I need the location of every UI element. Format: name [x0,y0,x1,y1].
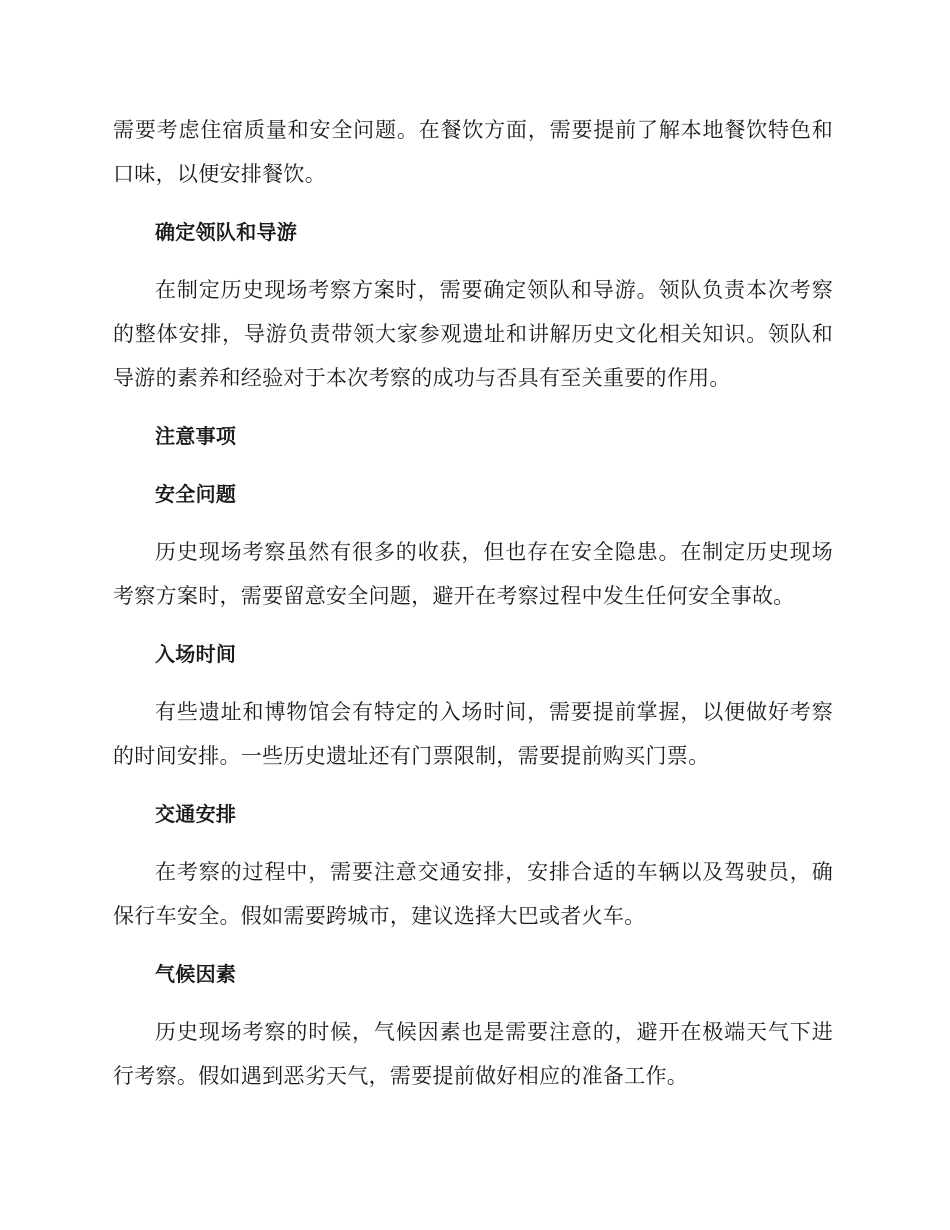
heading-precautions: 注意事项 [155,424,237,448]
heading-climate: 气候因素 [155,962,237,986]
heading-leader-guide: 确定领队和导游 [155,220,298,244]
paragraph-entry-time: 有些遗址和博物馆会有特定的入场时间，需要提前掌握，以便做好考察的时间安排。一些历史遗址还有门票限制，需要提前购买门票。 [113,700,833,768]
heading-transport: 交通安排 [155,802,237,826]
document-body [113,108,833,1112]
heading-entry-time: 入场时间 [155,642,237,666]
heading-safety: 安全问题 [155,482,237,506]
paragraph-safety: 历史现场考察虽然有很多的收获，但也存在安全隐患。在制定历史现场考察方案时，需要留意安全问题，避开在考察过程中发生任何安全事故。 [113,540,833,608]
paragraph-leader-guide: 在制定历史现场考察方案时，需要确定领队和导游。领队负责本次考察的整体安排，导游负责带领大家参观遗址和讲解历史文化相关知识。领队和导游的素养和经验对于本次考察的成功与否具有至关重要的作用。 [113,278,833,390]
paragraph-lodging-dining: 需要考虑住宿质量和安全问题。在餐饮方面，需要提前了解本地餐饮特色和口味，以便安排餐饮。 [113,118,833,186]
paragraph-climate: 历史现场考察的时候，气候因素也是需要注意的，避开在极端天气下进行考察。假如遇到恶劣天气，需要提前做好相应的准备工作。 [113,1020,833,1088]
paragraph-transport: 在考察的过程中，需要注意交通安排，安排合适的车辆以及驾驶员，确保行车安全。假如需要跨城市，建议选择大巴或者火车。 [113,860,833,928]
